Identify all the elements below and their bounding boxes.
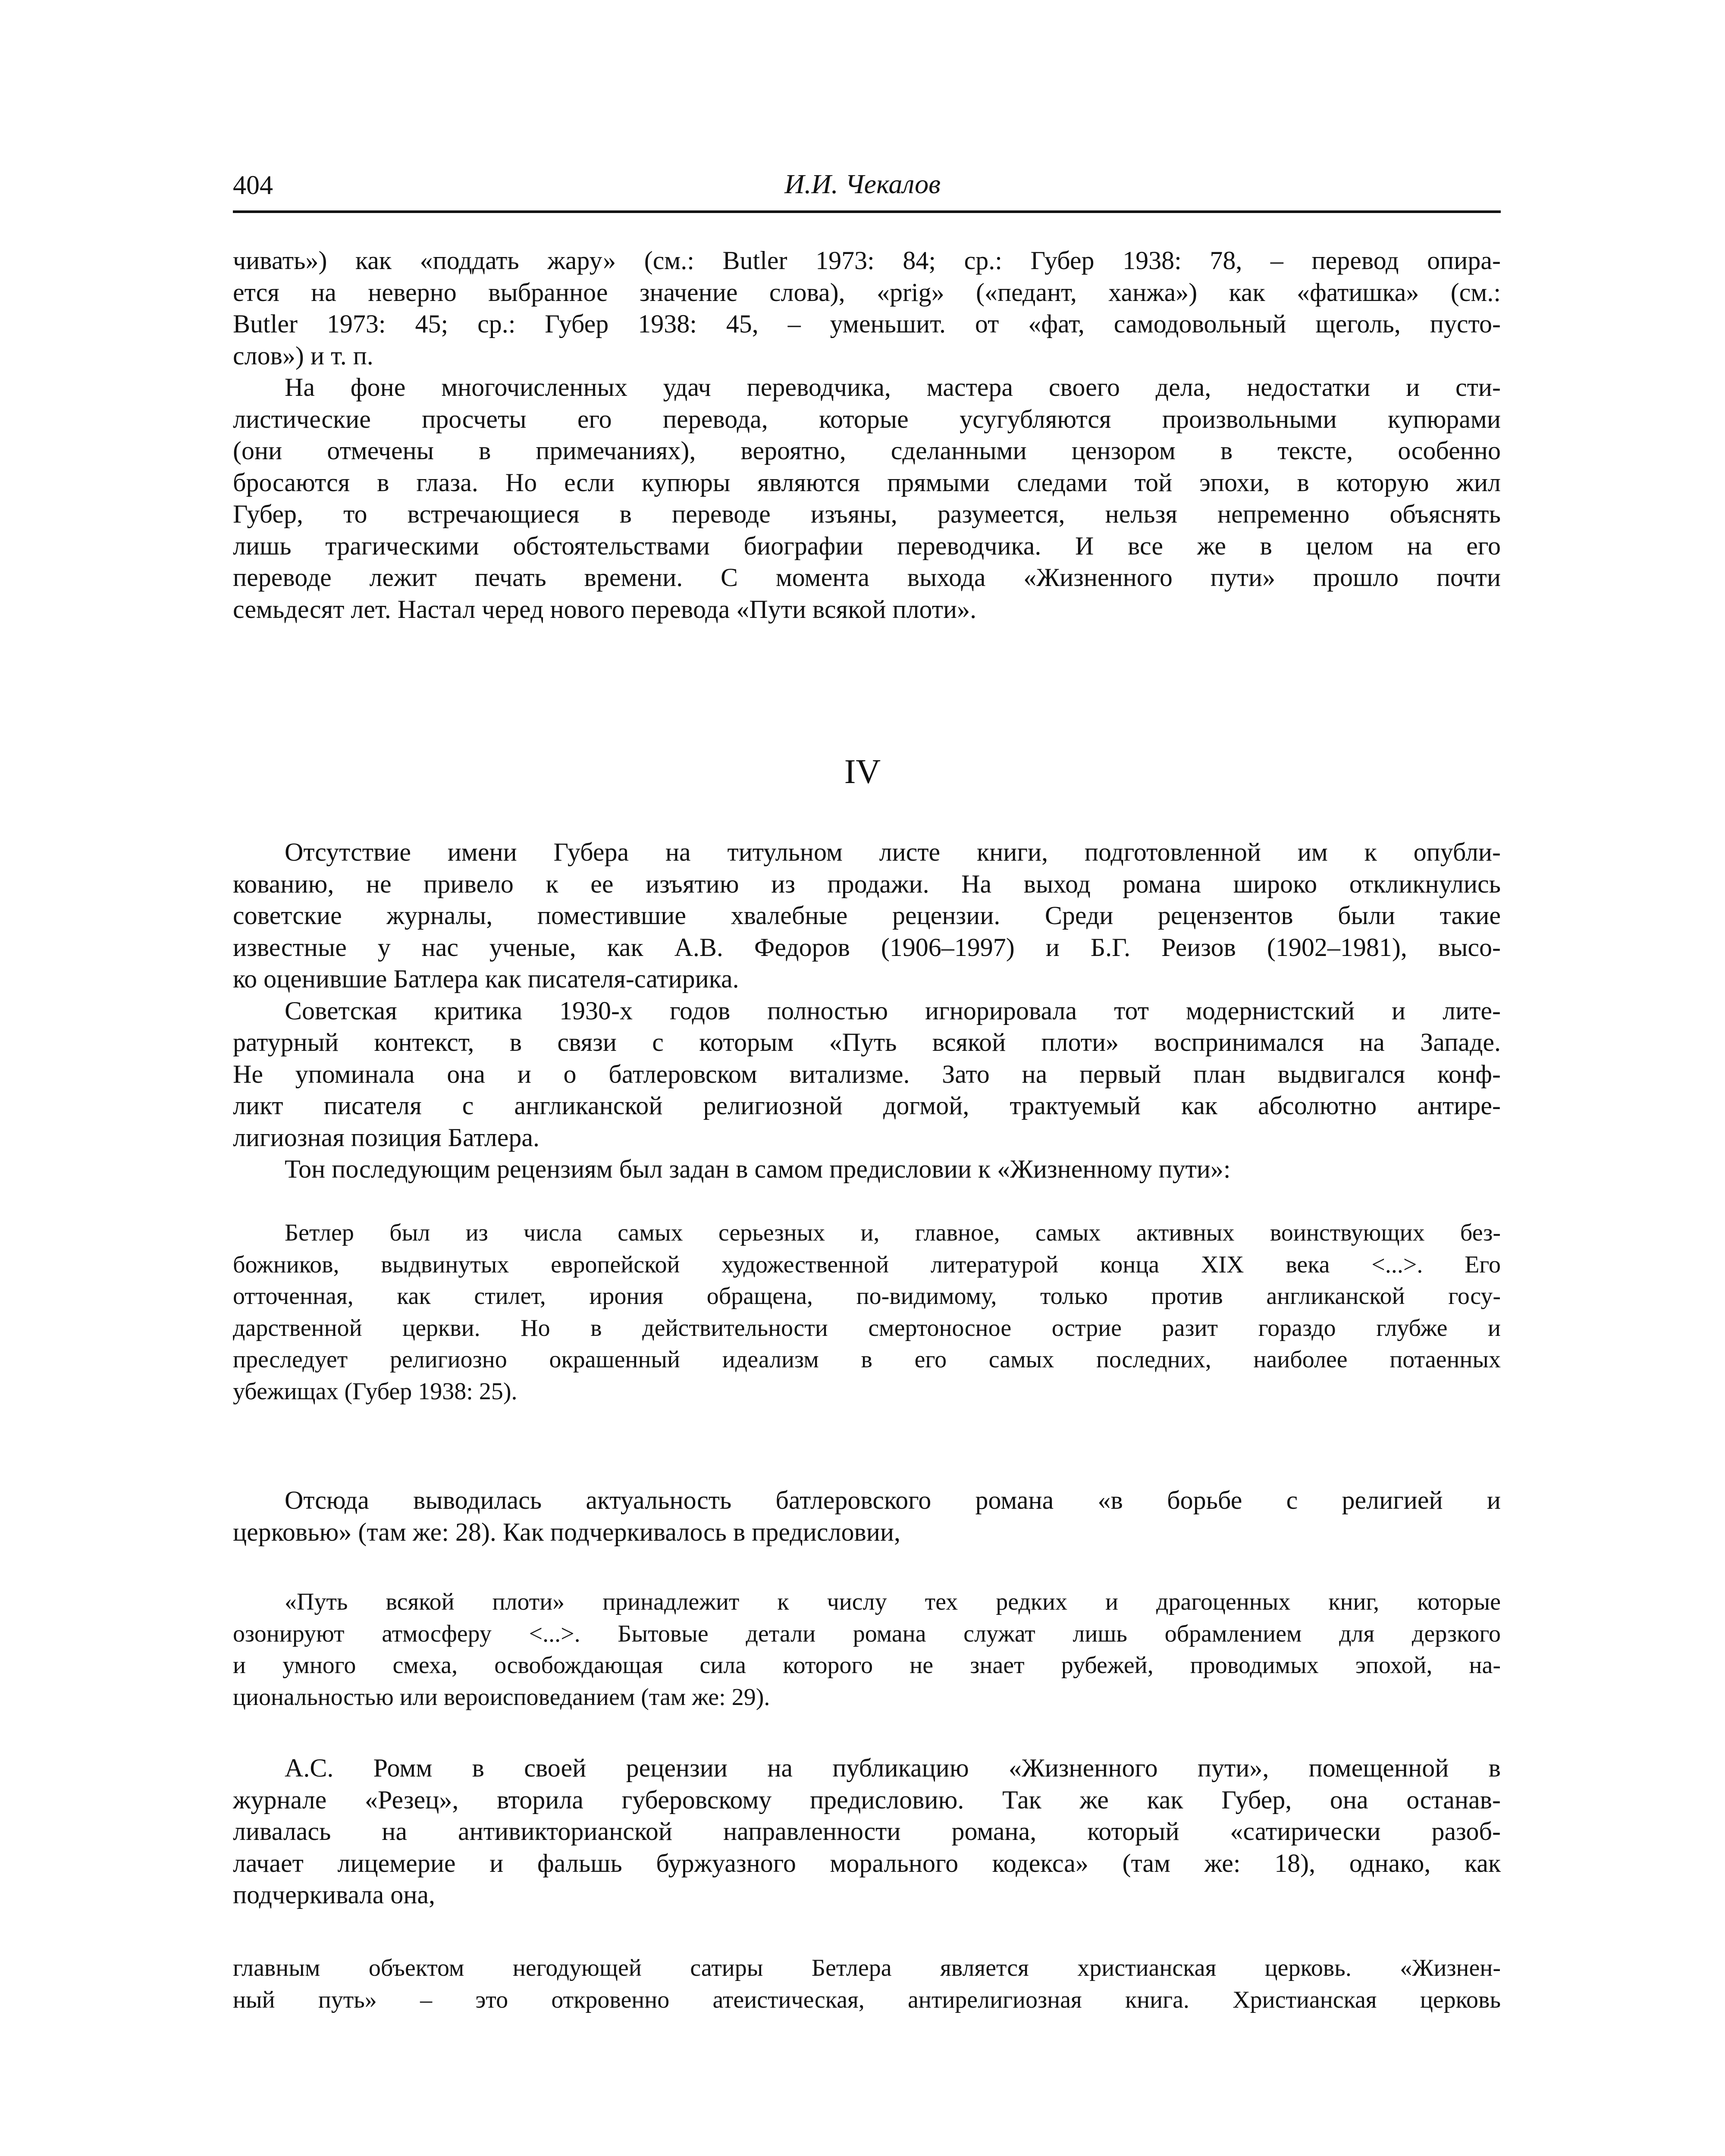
text-line: ется на неверно выбранное значение слова), «prig» («педант, ханжа») как «фатишка» (см.: bbox=[233, 278, 1501, 307]
text-line: листические просчеты его перевода, которые усугубляются произвольными купюрами bbox=[233, 404, 1501, 433]
paragraph-block bbox=[233, 1485, 1501, 1548]
text-line: и умного смеха, освобождающая сила которого не знает рубежей, проводимых эпохой, на- bbox=[233, 1652, 1501, 1679]
text-line: преследует религиозно окрашенный идеализм в его самых последних, наиболее потаенных bbox=[233, 1346, 1501, 1373]
text-line: слов») и т. п. bbox=[233, 341, 373, 370]
section-heading: IV bbox=[844, 753, 881, 791]
text-line: бросаются в глаза. Но если купюры являются прямыми следами той эпохи, в которую жил bbox=[233, 468, 1501, 497]
text-line: чивать») как «поддать жару» (см.: Butler 1973: 84; ср.: Губер 1938: 78, – перевод опира- bbox=[233, 246, 1501, 275]
text-line: подчеркивала она, bbox=[233, 1880, 435, 1909]
text-line: На фоне многочисленных удач переводчика, мастера своего дела, недостатки и сти- bbox=[285, 373, 1501, 401]
text-line: Тон последующим рецензиям был задан в самом предисловии к «Жизненному пути»: bbox=[285, 1155, 1231, 1183]
text-line: (они отмечены в примечаниях), вероятно, сделанными цензором в тексте, особенно bbox=[233, 436, 1501, 465]
text-line: лишь трагическими обстоятельствами биографии переводчика. И все же в целом на его bbox=[233, 531, 1501, 560]
text-line: лигиозная позиция Батлера. bbox=[233, 1123, 540, 1152]
text-line: Бетлер был из числа самых серьезных и, главное, самых активных воинствующих без- bbox=[285, 1219, 1501, 1246]
text-line: известные у нас ученые, как А.В. Федоров (1906–1997) и Б.Г. Реизов (1902–1981), высо- bbox=[233, 933, 1501, 962]
text-line: лачает лицемерие и фальшь буржуазного морального кодекса» (там же: 18), однако, как bbox=[233, 1849, 1501, 1877]
text-line: ко оценившие Батлера как писателя-сатирика. bbox=[233, 965, 739, 993]
page-number: 404 bbox=[233, 171, 273, 200]
text-line: переводе лежит печать времени. С момента выхода «Жизненного пути» прошло почти bbox=[233, 563, 1501, 592]
text-line: «Путь всякой плоти» принадлежит к числу тех редких и драгоценных книг, которые bbox=[285, 1589, 1501, 1615]
text-line: Губер, то встречающиеся в переводе изъяны, разумеется, нельзя непременно объяснять bbox=[233, 500, 1501, 528]
text-line: дарственной церкви. Но в действительности смертоносное острие разит гораздо глубже и bbox=[233, 1314, 1501, 1341]
text-line: Советская критика 1930-х годов полностью игнорировала тот модернистский и лите- bbox=[285, 996, 1501, 1025]
paragraph-block bbox=[233, 837, 1501, 1185]
text-line: ратурный контекст, в связи с которым «Путь всякой плоти» воспринимался на Западе. bbox=[233, 1028, 1501, 1056]
text-line: ликт писателя с англиканской религиозной догмой, трактуемый как абсолютно антире- bbox=[233, 1091, 1501, 1120]
text-line: советские журналы, поместившие хвалебные рецензии. Среди рецензентов были такие bbox=[233, 901, 1501, 930]
block-quote bbox=[233, 1217, 1501, 1407]
text-line: А.С. Ромм в своей рецензии на публикацию «Жизненного пути», помещенной в bbox=[285, 1754, 1501, 1782]
text-line: озонируют атмосферу <...>. Бытовые детали романа служат лишь обрамлением для дерзкого bbox=[233, 1620, 1501, 1647]
text-line: главным объектом негодующей сатиры Бетлера является христианская церковь. «Жизнен- bbox=[233, 1955, 1501, 1981]
text-line: Отсюда выводилась актуальность батлеровского романа «в борьбе с религией и bbox=[285, 1486, 1501, 1514]
text-line: божников, выдвинутых европейской художественной литературой конца XIX века <...>. Его bbox=[233, 1251, 1501, 1278]
text-line: Отсутствие имени Губера на титульном листе книги, подготовленной им к опубли- bbox=[285, 838, 1501, 866]
text-line: ный путь» – это откровенно атеистическая, антирелигиозная книга. Христианская церковь bbox=[233, 1986, 1501, 2013]
text-line: Butler 1973: 45; ср.: Губер 1938: 45, – уменьшит. от «фат, самодовольный щеголь, пусто- bbox=[233, 310, 1501, 338]
block-quote bbox=[233, 1586, 1501, 1713]
text-line: отточенная, как стилет, ирония обращена, по-видимому, только против англиканской госу- bbox=[233, 1283, 1501, 1310]
text-line: Не упоминала она и о батлеровском витализме. Зато на первый план выдвигался конф- bbox=[233, 1059, 1501, 1088]
running-head-author: И.И. Чекалов bbox=[784, 169, 941, 199]
text-line: убежищах (Губер 1938: 25). bbox=[233, 1378, 518, 1405]
paragraph-block bbox=[233, 1752, 1501, 1911]
text-line: журнале «Резец», вторила губеровскому предисловию. Так же как Губер, она останав- bbox=[233, 1785, 1501, 1814]
text-line: семьдесят лет. Настал черед нового перевода «Пути всякой плоти». bbox=[233, 595, 977, 624]
text-line: кованию, не привело к ее изъятию из продажи. На выход романа широко откликнулись bbox=[233, 869, 1501, 898]
text-line: ливалась на антивикторианской направленности романа, который «сатирически разоб- bbox=[233, 1817, 1501, 1846]
block-quote bbox=[233, 1952, 1501, 2016]
paragraph-block bbox=[233, 245, 1501, 625]
text-line: церковью» (там же: 28). Как подчеркивалось в предисловии, bbox=[233, 1517, 900, 1546]
header-rule bbox=[233, 210, 1501, 213]
text-line: циональностью или вероисповеданием (там же: 29). bbox=[233, 1683, 770, 1711]
